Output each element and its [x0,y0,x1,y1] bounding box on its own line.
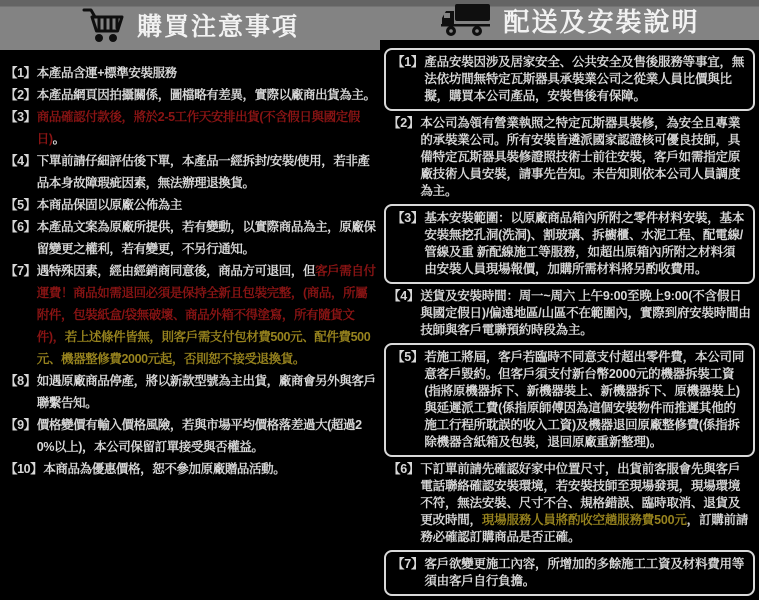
notice-item-left-8 [5,370,376,414]
item-text [37,84,376,106]
delivery-install-title: 配送及安裝說明 [503,6,700,37]
item-text [424,349,747,451]
item-text [37,194,376,216]
item-number: 【10】 [5,462,43,476]
notice-item-left-6 [5,216,376,260]
notice-item-left-10 [5,458,376,480]
truck-icon [439,2,491,38]
item-text [424,54,747,105]
text-segment-red: 商品確認付款後，將於2-5工作天安排出貨(不含假日與國定假日) [36,110,360,146]
notice-item-right-3 [384,204,755,284]
text-segment-white: 本商品保固以原廠公佈為主 [36,198,182,212]
notice-item-left-9 [5,414,376,458]
cart-icon [81,6,125,44]
notice-item-left-4 [5,150,376,194]
item-number: 【4】 [5,154,36,168]
item-text [424,556,747,590]
notice-item-left-1 [5,62,376,84]
item-text [37,106,376,150]
item-text [37,62,376,84]
text-segment-white: 若施工將屆，客戶若臨時不同意支付超出零件費，本公司同意客戶毀約。但客戶須支付新台幣2000元的機器拆裝工資(指將原機器拆下、新機器裝上、新機器拆下、原機器裝上)與延遲派工費(係指原師傅因為這個安裝物件而推遲其他的施工行程所耽誤的收入工資)及機器退回原廠整修費(係指拆除機器含紙箱及包裝，退回原廠重新整理)。 [424,350,745,449]
item-text [37,414,376,458]
item-number: 【4】 [388,289,420,303]
item-text [420,115,751,200]
item-number: 【2】 [5,88,36,102]
notice-item-right-6 [384,461,755,546]
item-number: 【3】 [392,211,424,225]
purchase-notes-header [0,0,380,50]
item-number: 【6】 [388,462,420,476]
item-text [420,461,751,546]
item-text [37,260,376,370]
delivery-install-list [380,40,759,600]
text-segment-white: 下訂單前請先確認好家中位置尺寸，出貨前客服會先與客戶電話聯絡確認安裝環境，若安裝技師至現場發現，現場環境不符，無法安裝、尺寸不合、規格錯誤、臨時取消、退貨及更改時間， [420,462,741,527]
notice-item-right-4 [384,288,755,339]
item-number: 【5】 [392,350,424,364]
purchase-notes-list [0,50,380,480]
notice-item-right-5 [384,343,755,457]
text-segment-white: 客戶欲變更施工內容，所增加的多餘施工工資及材料費用等須由客戶自行負擔。 [424,557,745,588]
item-text [420,288,751,339]
text-segment-yellow: 若上述條件皆無，則客戶需支付包材費500元、配件費500元、機器整修費2000元起，否則恕不接受退換貨。 [36,330,371,366]
text-segment-white: 本產品含運+標準安裝服務 [36,66,177,80]
text-segment-white: 。 [52,132,65,146]
item-number: 【1】 [392,55,424,69]
text-segment-white: 本公司為領有營業執照之特定瓦斯器具裝修，為安全且專業的承裝業公司。所有安裝皆遴派國家認證核可優良技師，具備特定瓦斯器具裝修證照技術士前往安裝，客戶如需指定原廠技術人員安裝，請事先告知。未告知則依本公司人員調度為主。 [420,116,741,198]
text-segment-red: 客戶需自付運費！商品如需退回必須是保持全新且包裝完整，(商品，所屬附件，包裝紙盒/袋無破壞、商品外箱不得塗寫，所有隨貨文件)， [36,264,376,344]
text-segment-white: 產品安裝因涉及居家安全、公共安全及售後服務等事宜，無法依坊間無特定瓦斯器具承裝業公司之從業人員比價與比擬，購買本公司產品，安裝售後有保障。 [424,55,745,103]
delivery-install-header [380,0,759,40]
item-text [43,458,376,480]
item-number: 【8】 [5,374,36,388]
text-segment-white: 下單前請仔細評估後下單，本產品一經拆封/安裝/使用，若非產品本身故障瑕疵因素，無法辦理退換貨。 [36,154,370,190]
item-text [424,210,747,278]
item-number: 【7】 [392,557,424,571]
notice-item-right-2 [384,115,755,200]
item-number: 【6】 [5,220,36,234]
item-number: 【1】 [5,66,36,80]
item-text [37,216,376,260]
text-segment-white: 遇特殊因素，經由經銷商同意後，商品方可退回，但 [36,264,316,278]
item-number: 【5】 [5,198,36,212]
text-segment-white: 送貨及安裝時間：周一~周六 上午9:00至晚上9:00(不含假日與國定假日)/偏遠地區/山區不在範圍內，實際到府安裝時間由技師與客戶電聯預約時段為主。 [420,289,751,337]
item-text [37,150,376,194]
text-segment-white: ，訂購前請務必確認訂購商品是否正確。 [420,513,749,544]
item-number: 【9】 [5,418,36,432]
text-segment-white: 本產品文案為原廠所提供，若有變動，以實際商品為主，原廠保留變更之權利，若有變更，不另行通知。 [36,220,376,256]
purchase-notes-title: 購買注意事項 [136,13,299,41]
item-number: 【7】 [5,264,36,278]
notice-item-left-5 [5,194,376,216]
item-number: 【2】 [388,116,420,130]
text-segment-white: 本產品網頁因拍攝關係，圖檔略有差異，實際以廠商出貨為主。 [36,88,376,102]
notice-item-right-7 [384,550,755,596]
text-segment-yellow: 現場服務人員將酌收空趟服務費500元 [481,513,687,527]
text-segment-white: 基本安裝範圍：以原廠商品箱內所附之零件材料安裝，基本安裝無挖孔洞(洗洞)、割玻璃、拆櫥櫃、水泥工程、配電線/管線及重 新配線施工等服務，如超出原箱內所附之材料須由安裝人員現場報價，加購所需材料將另酌收費用。 [424,211,745,276]
text-segment-white: 如遇原廠商品停產，將以新款型號為主出貨，廠商會另外與客戶聯繫告知。 [36,374,376,410]
notice-item-left-2 [5,84,376,106]
notice-item-right-1 [384,48,755,111]
delivery-install-column [380,0,759,600]
notice-item-left-3 [5,106,376,150]
item-text [37,370,376,414]
text-segment-white: 本商品為優惠價格，恕不參加原廠贈品活動。 [43,462,286,476]
notice-item-left-7 [5,260,376,370]
item-number: 【3】 [5,110,36,124]
text-segment-white: 價格變價有輸入價格風險，若與市場平均價格落差過大(超過20%以上)，本公司保留訂單接受與否權益。 [36,418,362,454]
